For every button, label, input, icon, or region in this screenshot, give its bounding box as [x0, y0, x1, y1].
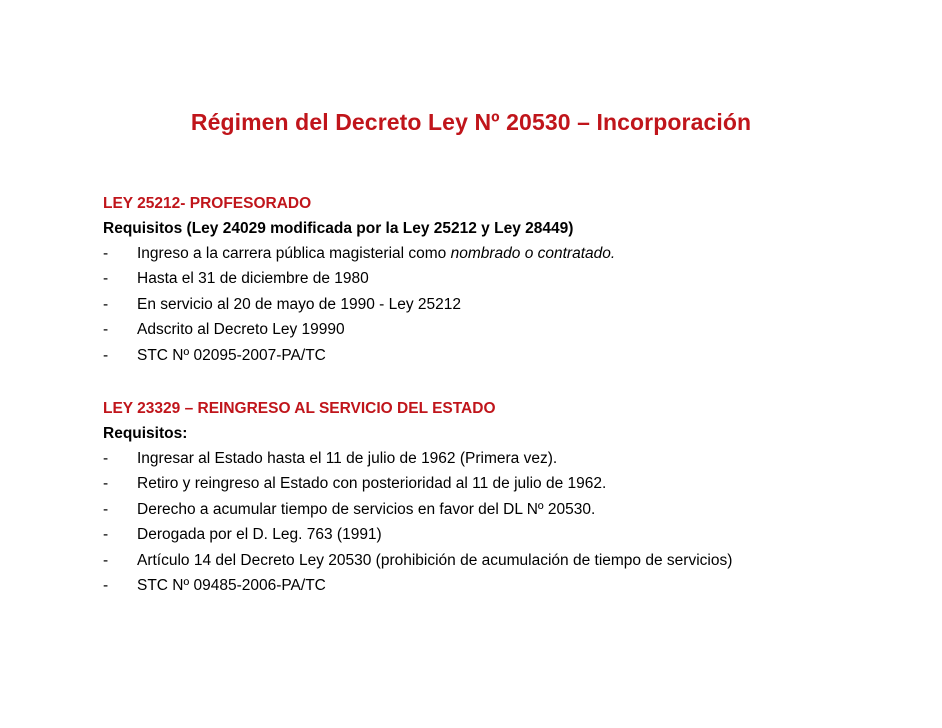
- item-text: STC Nº 09485-2006-PA/TC: [137, 576, 326, 594]
- item-text: Retiro y reingreso al Estado con posterioridad al 11 de julio de 1962.: [137, 475, 607, 493]
- list-item: [103, 446, 903, 471]
- section-profesorado: [103, 191, 903, 368]
- list-item: [103, 292, 903, 317]
- item-text: En servicio al 20 de mayo de 1990 - Ley 25212: [137, 295, 461, 313]
- list-item: [103, 573, 903, 598]
- requisites-label: Requisitos:: [103, 425, 188, 442]
- bullet-dash: -: [103, 526, 109, 544]
- bullet-dash: -: [103, 245, 109, 262]
- item-text: Hasta el 31 de diciembre de 1980: [137, 270, 369, 288]
- item-text: Ingresar al Estado hasta el 11 de julio de 1962 (Primera vez).: [137, 450, 558, 467]
- item-text: Ingreso a la carrera pública magisterial como: [137, 245, 451, 262]
- bullet-dash: -: [103, 295, 109, 313]
- list-item: [103, 522, 903, 547]
- requisites-list: [103, 446, 903, 598]
- item-text: STC Nº 02095-2007-PA/TC: [137, 346, 326, 364]
- item-text: Artículo 14 del Decreto Ley 20530 (prohibición de acumulación de tiempo de servicios): [137, 551, 733, 569]
- item-text: Derecho a acumular tiempo de servicios en favor del DL Nº 20530.: [137, 500, 596, 518]
- section-heading: LEY 25212- PROFESORADO: [103, 195, 312, 212]
- bullet-dash: -: [103, 450, 109, 467]
- list-item: [103, 317, 903, 342]
- list-item: [103, 241, 903, 266]
- section-heading: LEY 23329 – REINGRESO AL SERVICIO DEL ESTADO: [103, 400, 496, 417]
- bullet-dash: -: [103, 500, 109, 518]
- bullet-dash: -: [103, 475, 109, 493]
- section-reingreso: [103, 396, 903, 598]
- requisites-label: Requisitos (Ley 24029 modificada por la Ley 25212 y Ley 28449): [103, 220, 574, 237]
- bullet-dash: -: [103, 551, 109, 569]
- list-item: [103, 266, 903, 291]
- bullet-dash: -: [103, 270, 109, 288]
- list-item: [103, 548, 903, 573]
- list-item: [103, 497, 903, 522]
- bullet-dash: -: [103, 321, 109, 339]
- slide-title: Régimen del Decreto Ley Nº 20530 – Incorporación: [190, 109, 752, 135]
- list-item: [103, 471, 903, 496]
- requisites-list: [103, 241, 903, 368]
- item-text: Derogada por el D. Leg. 763 (1991): [137, 526, 382, 544]
- item-emphasis: nombrado o contratado.: [450, 245, 616, 262]
- item-text: Adscrito al Decreto Ley 19990: [137, 321, 345, 339]
- list-item: [103, 343, 903, 368]
- bullet-dash: -: [103, 346, 109, 364]
- bullet-dash: -: [103, 576, 109, 594]
